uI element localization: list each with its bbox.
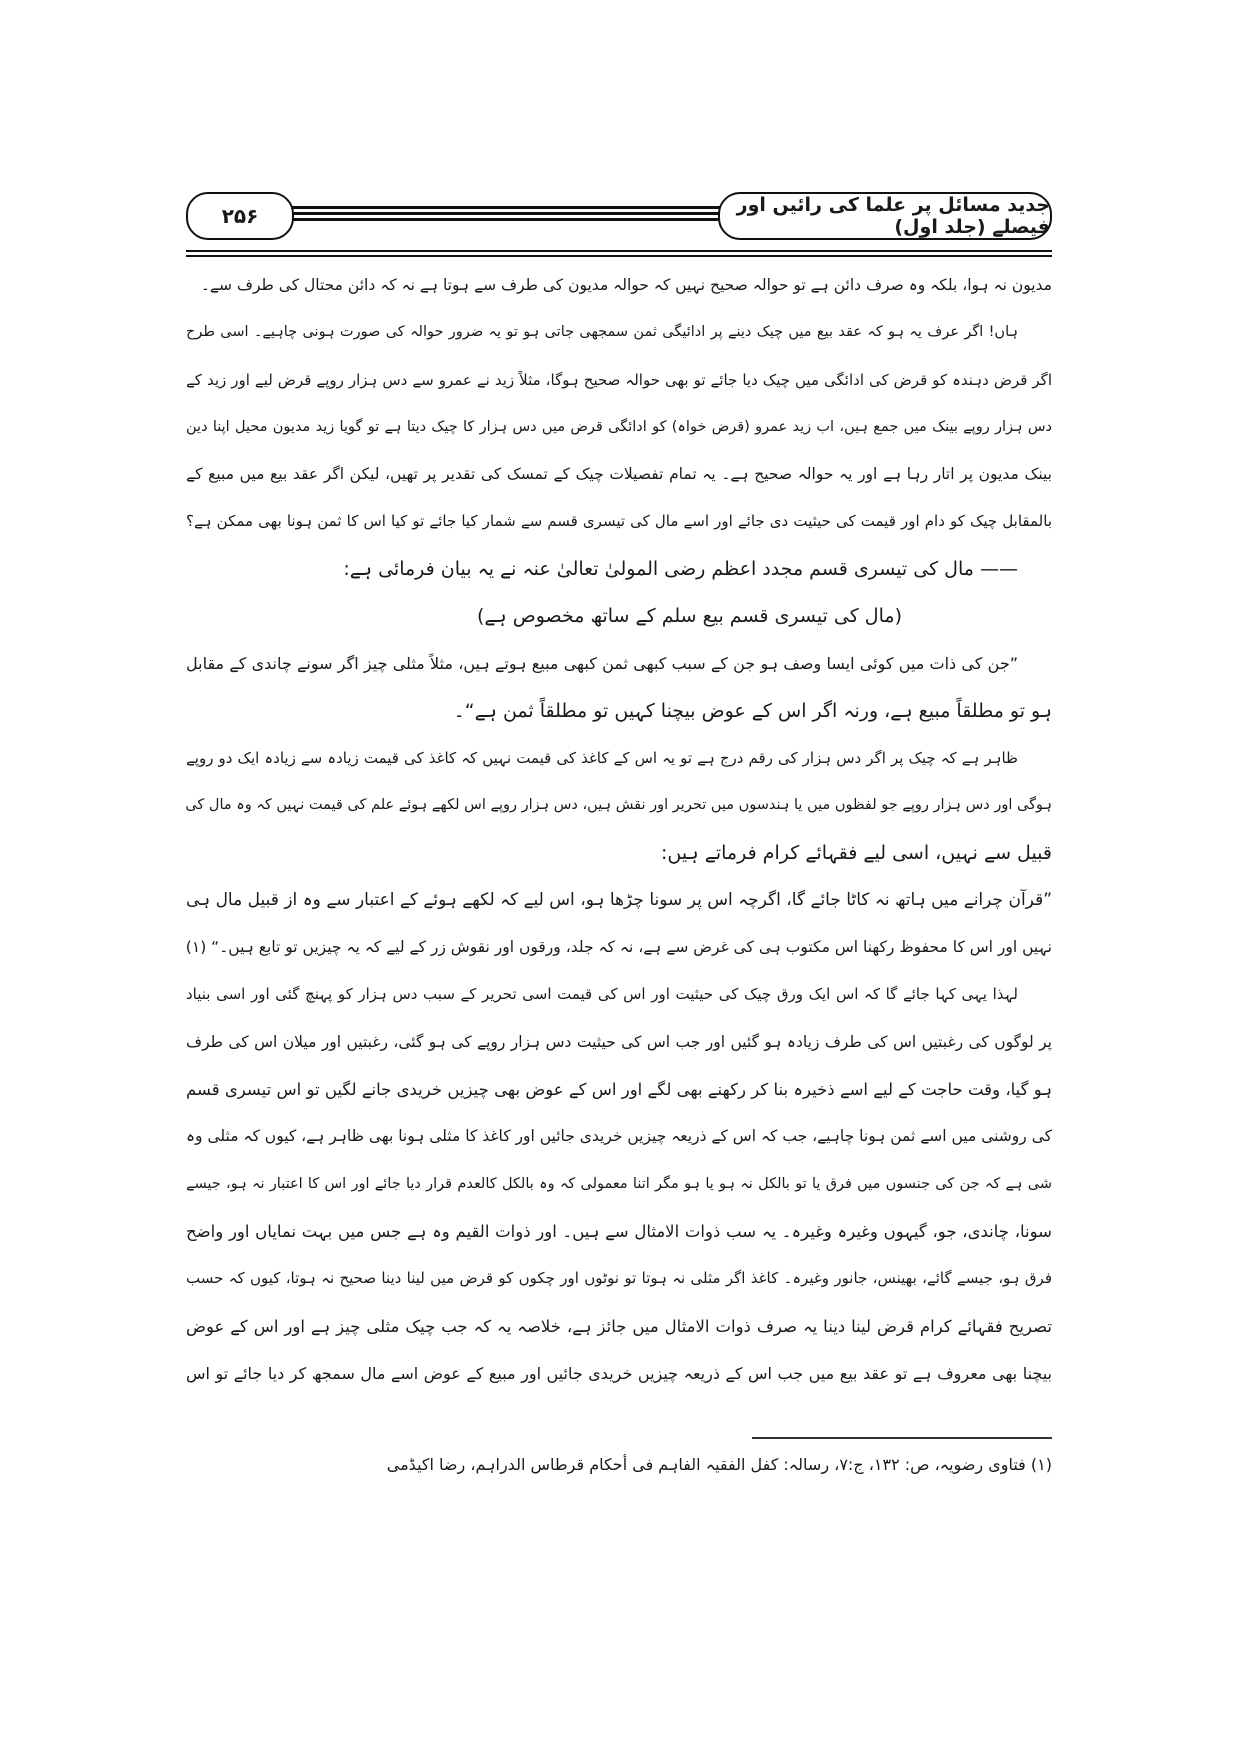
quote-line: ”قرآن چرانے میں ہاتھ نہ کاٹا جائے گا، اگرچہ اس پر سونا چڑھا ہو، اس لیے کہ لکھے ہوئے کے اعتبار سے وہ از قبیل مال ہی [186, 889, 1052, 910]
text-line: کی روشنی میں اسے ثمن ہونا چاہیے، جب کہ اس کے ذریعہ چیزیں خریدی جائیں اور کاغذ کا مثلی ہونا بھی ظاہر ہے، کیوں کہ مثلی وہ [185, 1127, 1052, 1146]
footnote-divider [752, 1437, 1052, 1439]
quote-line: ہو تو مطلقاً مبیع ہے، ورنہ اگر اس کے عوض بیچنا کہیں تو مطلقاً ثمن ہے“۔ [453, 699, 1052, 722]
page-body [186, 262, 1052, 1397]
page-number: ۲۵۶ [186, 192, 294, 240]
text-line: اگر قرض دہندہ کو قرض کی ادائگی میں چیک دیا جائے تو بھی حوالہ صحیح ہوگا، مثلاً زید نے عمرو سے دس ہزار روپے قرض لیے اور زید کے [186, 370, 1052, 389]
text-line: فرق ہو، جیسے گائے، بھینس، جانور وغیرہ۔ کاغذ اگر مثلی نہ ہوتا تو نوٹوں اور چکوں کو قرض میں لینا دینا صحیح نہ ہوتا، کیوں کہ حسب [186, 1269, 1052, 1288]
text-line: مدیون نہ ہوا، بلکہ وہ صرف دائن ہے تو حوالہ صحیح نہیں کہ حوالہ مدیون کی طرف سے ہوتا ہے نہ کہ دائن محتال کی طرف سے۔ [200, 276, 1052, 294]
text-line: تصریح فقہائے کرام قرض لینا دینا یہ صرف ذوات الامثال میں جائز ہے، خلاصہ یہ کہ جب چیک مثلی چیز ہے اور اس کے عوض [186, 1316, 1052, 1336]
text-line: قبیل سے نہیں، اسی لیے فقہائے کرام فرماتے ہیں: [660, 841, 1052, 864]
text-line: پر لوگوں کی رغبتیں اس کی طرف زیادہ ہو گئیں اور جب اس کی حیثیت دس ہزار روپے کی ہو گئی، رغبتیں اور میلان اس کی طرف [186, 1032, 1052, 1051]
text-line: ہو گیا، وقت حاجت کے لیے اسے ذخیرہ بنا کر رکھنے بھی لگے اور اس کے عوض بھی چیزیں خریدی جانے لگیں تو اس تیسری قسم [186, 1080, 1052, 1100]
header-rules [290, 206, 722, 224]
text-line: بالمقابل چیک کو دام اور قیمت کی حیثیت دی جائے اور اسے مال کی تیسری قسم سے شمار کیا جائے تو کیا اس کا ثمن ہونا بھی ممکن ہے؟ [186, 512, 1052, 531]
quote-line: نہیں اور اس کا محفوظ رکھنا اس مکتوب ہی کی غرض سے ہے، نہ کہ جلد، ورقوں اور نقوش زر کے لیے کہ یہ چیزیں تو تابع ہیں۔“ (۱) [185, 938, 1052, 957]
text-line: بینک مدیون پر اتار رہا ہے اور یہ حوالہ صحیح ہے۔ یہ تمام تفصیلات چیک کے تمسک کی تقدیر پر تھیں، لیکن اگر عقد بیع میں مبیع کے [186, 465, 1052, 484]
running-header [186, 192, 1052, 240]
text-line: ظاہر ہے کہ چیک پر اگر دس ہزار کی رقم درج ہے تو یہ اس کے کاغذ کی قیمت نہیں کہ کاغذ کی قیمت زیادہ سے زیادہ ایک دو روپے [186, 748, 1018, 767]
text-line: شی ہے کہ جن کی جنسوں میں فرق یا تو بالکل نہ ہو یا ہو مگر اتنا معمولی کہ وہ بالکل کالعدم قرار دیا جائے اور اس کا اعتبار نہ ہو، جیسے [186, 1175, 1052, 1192]
header-divider [186, 250, 1052, 260]
text-line: ہاں! اگر عرف یہ ہو کہ عقد بیع میں چیک دینے پر ادائیگی ثمن سمجھی جاتی ہو تو یہ ضرور حوالہ کی صورت ہونی چاہیے۔ اسی طرح [186, 324, 1018, 341]
subheading: (مال کی تیسری قسم بیع سلم کے ساتھ مخصوص ہے) [477, 605, 902, 628]
text-line: ہوگی اور دس ہزار روپے جو لفظوں میں یا ہندسوں میں تحریر اور نقش ہیں، دس ہزار روپے اس لکھے ہوئے علم کی قیمت نہیں کہ وہ مال کی [185, 797, 1052, 814]
text-line: سونا، چاندی، جو، گیہوں وغیرہ وغیرہ۔ یہ سب ذوات الامثال سے ہیں۔ اور ذوات القیم وہ ہے جس میں بہت نمایاں اور واضح [186, 1221, 1053, 1241]
book-title: جدید مسائل پر علما کی رائیں اور فیصلے (جلد اول) [718, 192, 1052, 240]
quote-line: ”جن کی ذات میں کوئی ایسا وصف ہو جن کے سبب کبھی ثمن کبھی مبیع ہوتے ہیں، مثلاً مثلی چیز اگر سونے چاندی کے مقابل [186, 654, 1018, 674]
text-line: بیچنا بھی معروف ہے تو عقد بیع میں جب اس کے ذریعہ چیزیں خریدی جائیں اور مبیع کے عوض اسے مال سمجھ کر دیا جائے تو اس [186, 1363, 1052, 1383]
text-line: لہذا یہی کہا جائے گا کہ اس ایک ورق چیک کی حیثیت اور اس کی قیمت اسی تحریر کے سبب دس ہزار کو پہنچ گئی اور اسی بنیاد [186, 985, 1018, 1004]
footnote: (۱) فتاوی رضویہ، ص: ۱۳۲، ج:۷، رسالہ: کفل الفقیہ الفاہم فی أحکام قرطاس الدراہم، رضا اکیڈمی [386, 1455, 1052, 1474]
text-line: دس ہزار روپے بینک میں جمع ہیں، اب زید عمرو (قرض خواہ) کو ادائگی قرض میں دس ہزار کا چیک دیتا ہے تو گویا زید مدیون محیل اپنا دین [186, 418, 1052, 435]
section-heading: —— مال کی تیسری قسم مجدد اعظم رضی المولیٰ تعالیٰ عنہ نے یہ بیان فرمائی ہے: [343, 557, 1018, 580]
